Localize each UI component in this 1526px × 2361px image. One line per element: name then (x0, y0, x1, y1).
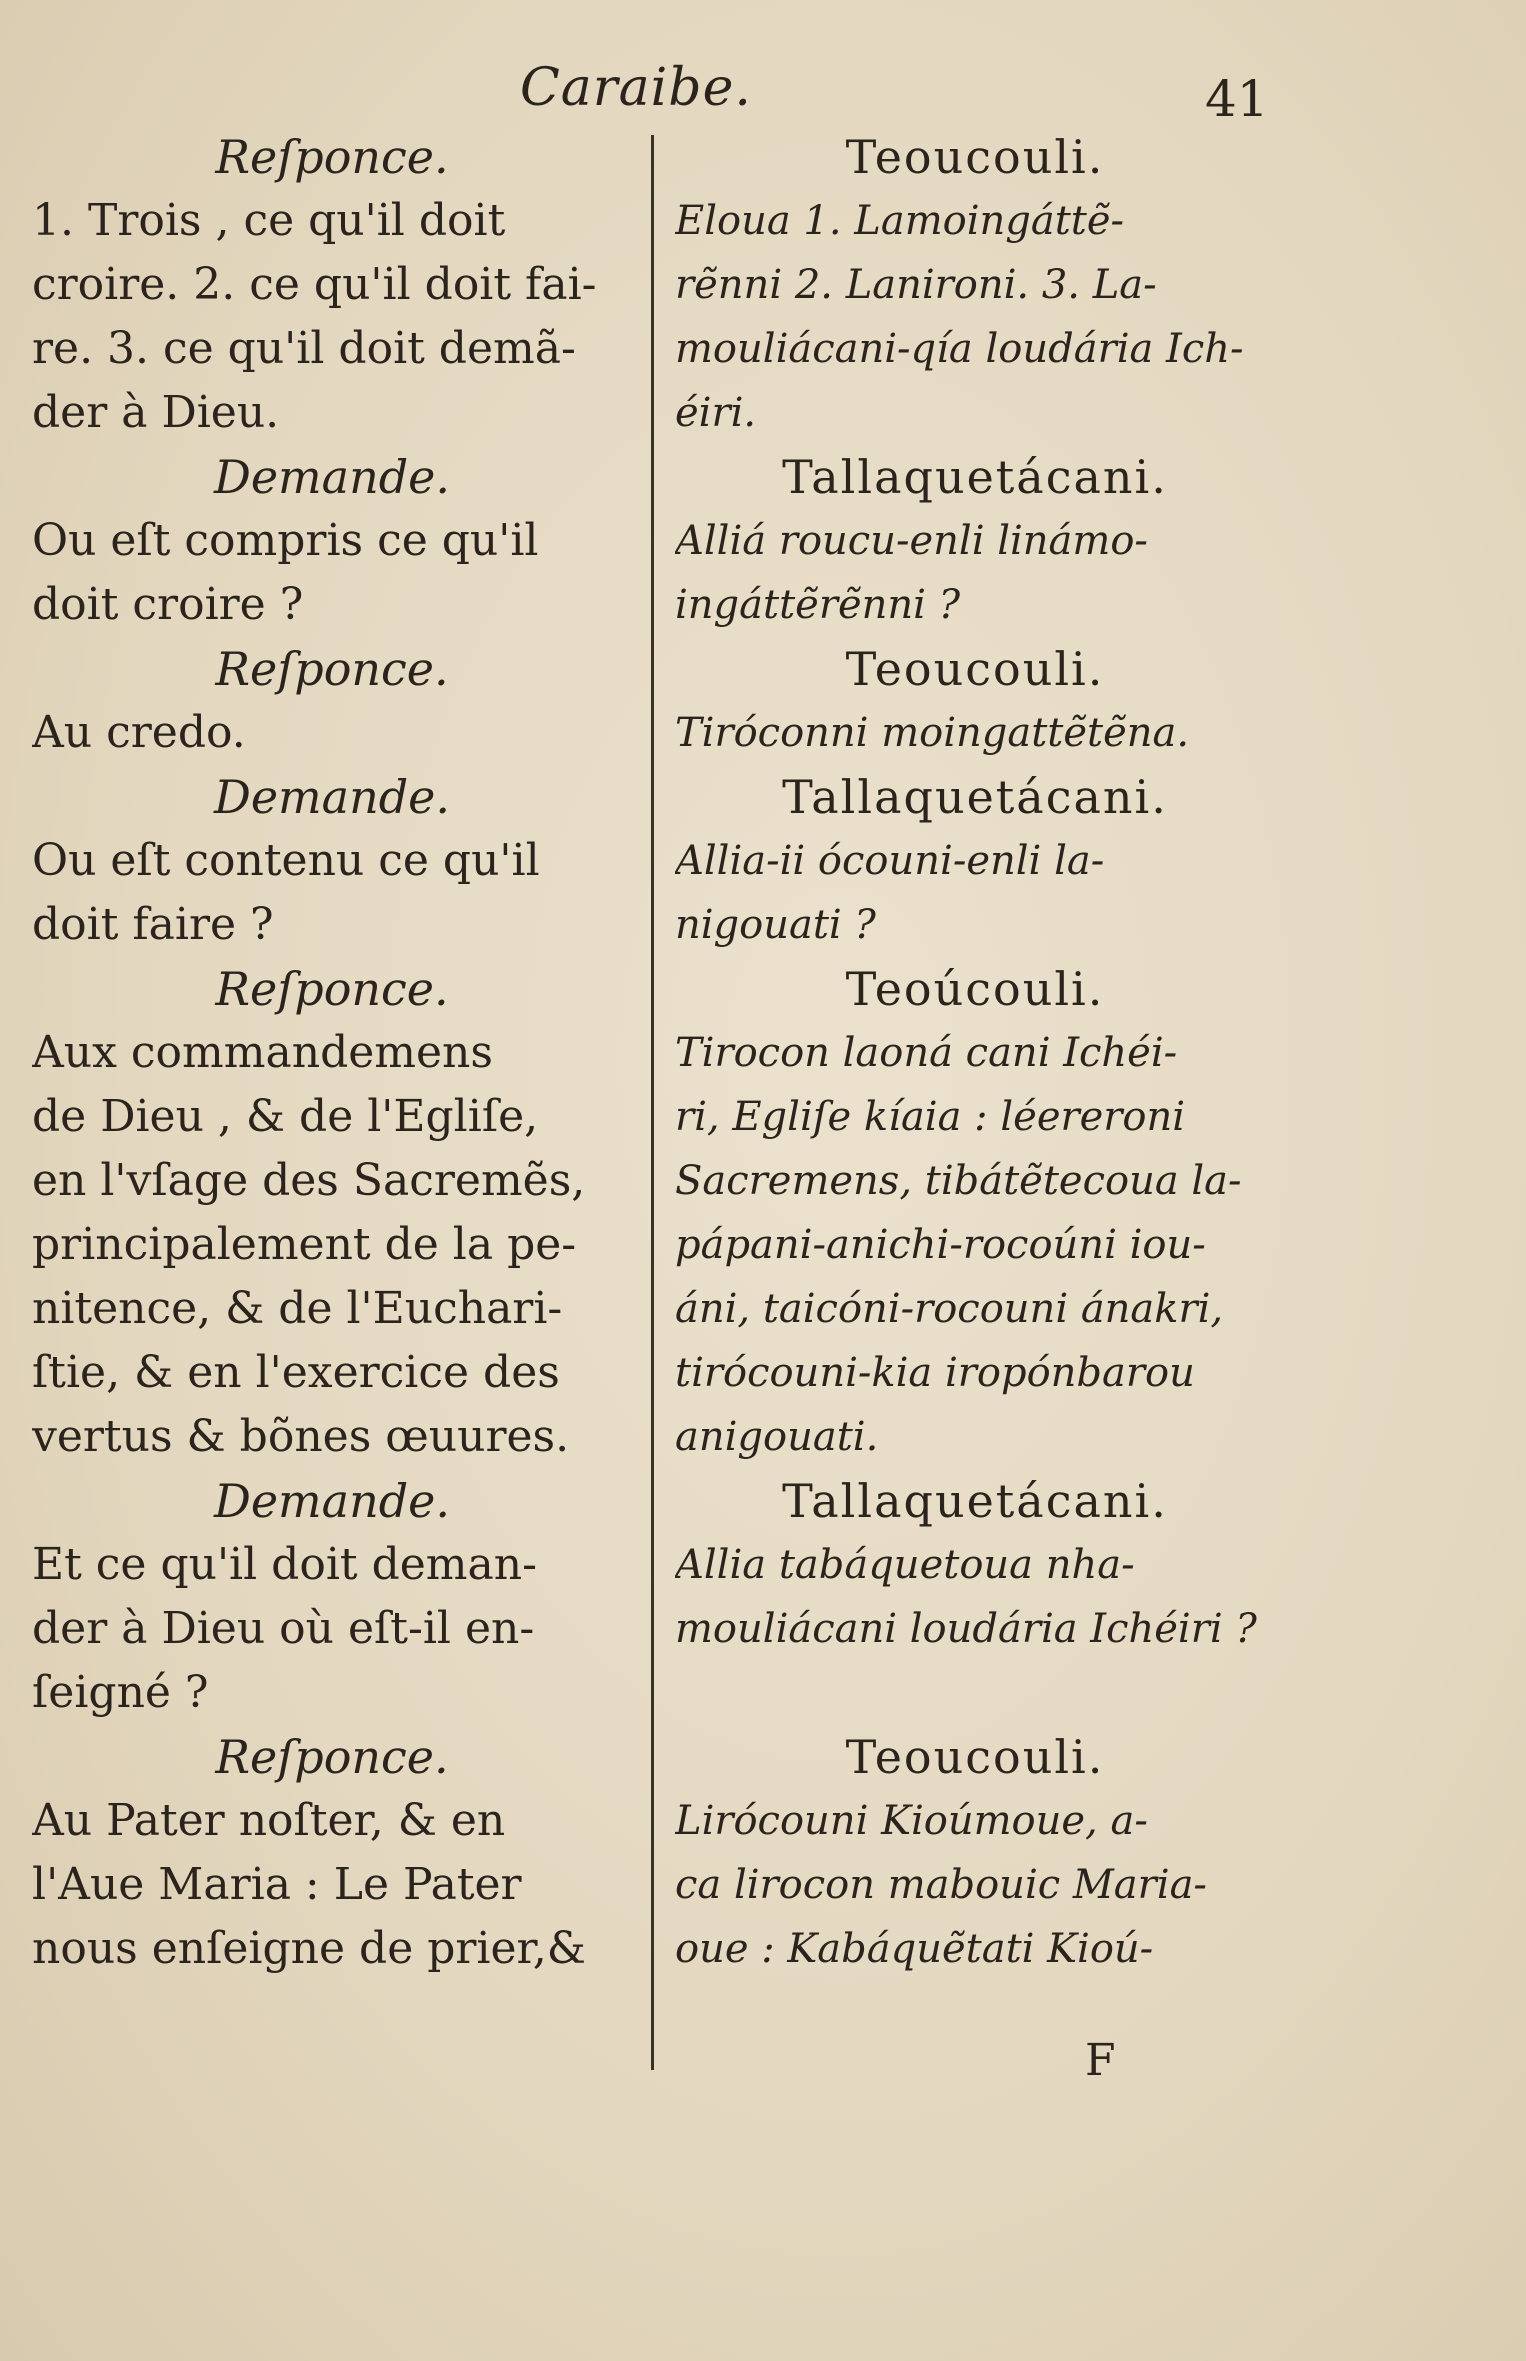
blank-line (675, 1661, 1275, 1725)
page-number: 41 (1205, 70, 1269, 128)
running-title: Caraibe. (520, 58, 752, 118)
text-line: mouliácani-qía loudária Ich- (675, 326, 1244, 372)
column-divider (651, 135, 654, 2070)
section-heading: Demande. (213, 450, 451, 504)
text-line: re. 3. ce qu'il doit demã- (32, 323, 576, 374)
text-line: nigouati ? (675, 902, 876, 948)
text-line: Au credo. (32, 707, 246, 758)
text-line: Tiróconni moingattẽtẽna. (675, 710, 1190, 756)
text-line: ſtie, & en l'exercice des (32, 1347, 560, 1398)
section-heading: Reſponce. (215, 962, 449, 1016)
speaker-heading: Tallaquetácani. (782, 450, 1168, 504)
speaker-heading: Teoucouli. (845, 642, 1105, 696)
speaker-heading: Tallaquetácani. (782, 1474, 1168, 1528)
section-heading: Demande. (213, 770, 451, 824)
text-line: croire. 2. ce qu'il doit fai- (32, 259, 597, 310)
text-line: nitence, & de l'Euchari- (32, 1283, 563, 1334)
text-line: Aux commandemens (32, 1027, 493, 1078)
text-line: Alliá roucu-enli linámo- (675, 518, 1148, 564)
text-line: Ou eſt contenu ce qu'il (32, 835, 540, 886)
text-line: der à Dieu. (32, 387, 280, 438)
text-line: doit croire ? (32, 579, 304, 630)
text-line: anigouati. (675, 1414, 879, 1460)
text-line: pápani-anichi-rocoúni iou- (675, 1222, 1206, 1268)
text-line: en l'vſage des Sacremẽs, (32, 1155, 586, 1206)
text-line: der à Dieu où eſt-il en- (32, 1603, 535, 1654)
text-line: de Dieu , & de l'Egliſe, (32, 1091, 539, 1142)
section-heading: Demande. (213, 1474, 451, 1528)
text-line: ingáttẽrẽnni ? (675, 582, 961, 628)
text-line: 1. Trois , ce qu'il doit (32, 195, 506, 246)
section-heading: Reſponce. (215, 1730, 449, 1784)
text-line: rẽnni 2. Lanironi. 3. La- (675, 262, 1157, 308)
text-line: principalement de la pe- (32, 1219, 577, 1270)
section-heading: Reſponce. (215, 130, 449, 184)
text-line: Allia tabáquetoua nha- (675, 1542, 1135, 1588)
carib-column (675, 125, 1275, 1981)
speaker-heading: Teoúcouli. (845, 962, 1105, 1016)
signature-mark: F (1085, 2035, 1116, 2086)
text-line: tirócouni-kia iropónbarou (675, 1350, 1195, 1396)
text-line: nous enſeigne de prier,& (32, 1923, 586, 1974)
text-line: l'Aue Maria : Le Pater (32, 1859, 522, 1910)
text-line: éiri. (675, 390, 757, 436)
speaker-heading: Teoucouli. (845, 1730, 1105, 1784)
section-heading: Reſponce. (215, 642, 449, 696)
text-line: mouliácani loudária Ichéiri ? (675, 1606, 1257, 1652)
text-line: oue : Kabáquẽtati Kioú- (675, 1926, 1154, 1972)
text-line: vertus & bõnes œuures. (32, 1411, 570, 1462)
text-line: Tirocon laoná cani Ichéi- (675, 1030, 1178, 1076)
text-line: Lirócouni Kioúmoue, a- (675, 1798, 1148, 1844)
text-line: Ou eſt compris ce qu'il (32, 515, 539, 566)
text-line: Et ce qu'il doit deman- (32, 1539, 537, 1590)
speaker-heading: Teoucouli. (845, 130, 1105, 184)
text-line: Allia-ii ócouni-enli la- (675, 838, 1105, 884)
text-line: Eloua 1. Lamoingáttẽ- (675, 198, 1125, 244)
text-line: ri, Egliſe kíaia : léereroni (675, 1094, 1186, 1140)
text-line: Sacremens, tibátẽtecoua la- (675, 1158, 1242, 1204)
french-column (32, 125, 632, 1981)
text-line: áni, taicóni-rocouni ánakri, (675, 1286, 1224, 1332)
text-line: Au Pater noſter, & en (32, 1795, 506, 1846)
text-line: ſeigné ? (32, 1667, 209, 1718)
text-line: doit faire ? (32, 899, 274, 950)
text-line: ca lirocon mabouic Maria- (675, 1862, 1207, 1908)
speaker-heading: Tallaquetácani. (782, 770, 1168, 824)
